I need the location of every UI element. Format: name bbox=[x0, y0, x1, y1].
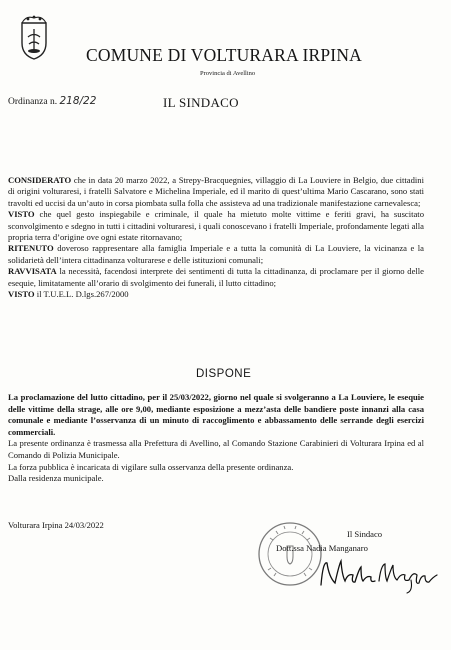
place-date: Volturara Irpina 24/03/2022 bbox=[8, 520, 104, 530]
recital-text: che quel gesto inspiegabile e criminale, il quale ha mietuto molte vittime e feriti gravi, ha suscitato sconvolgimento e sdegno in tutti i cittadini volturaresi, i quali conoscevano i fratelli Imperiale, profondamente legati alla propria terra d’origine ove ogni estate ritornavano; bbox=[8, 209, 424, 243]
recital-text: che in data 20 marzo 2022, a Strepy-Bracquegnies, villaggio di La Louviere in Belgio, due cittadini di origini volturaresi, i fratelli Salvatore e Michelina Imperiale, ed il marito di quest’ultima Mario Cascarano, sono stati travolti ed uccisi da un’auto in corsa piombata sulla folla che assisteva ad una tradizionale manifestazione carnevalesca; bbox=[8, 175, 424, 208]
mayor-title: Il Sindaco bbox=[347, 529, 383, 539]
office-title: IL SINDACO bbox=[163, 95, 239, 110]
recital-paragraph bbox=[8, 289, 424, 300]
decree-enforcement: La forza pubblica è incaricata di vigilare sulla osservanza della presente ordinanza. bbox=[8, 461, 294, 472]
decree-main: La proclamazione del lutto cittadino, per il 25/03/2022, giorno nel quale si svolgeranno a La Louviere, le esequie delle vittime della strage, alle ore 9,00, mediante esposizione a mezz’asta delle bandiere poste innanzi alla casa comunale e mediante l’osservanza di un minuto di raccoglimento e abbassamento delle serrande degli esercizi commerciali. bbox=[8, 392, 424, 437]
recital-text: il T.U.E.L. D.lgs.267/2000 bbox=[34, 289, 129, 300]
dispone-heading: DISPONE bbox=[196, 368, 252, 380]
recital-paragraph bbox=[8, 209, 424, 243]
recital-paragraph bbox=[8, 266, 424, 289]
decree-transmission: La presente ordinanza è trasmessa alla Prefettura di Avellino, al Comando Stazione Carabinieri di Volturara Irpina ed al Comando di Polizia Municipale. bbox=[8, 438, 424, 460]
recital-text: la necessità, facendosi interprete dei sentimenti di tutta la cittadinanza, di proclamare per il giorno delle esequie, limitatamente all’orario di svolgimento dei funerali, il lutto cittadino; bbox=[8, 266, 424, 288]
municipality-name: COMUNE DI VOLTURARA IRPINA bbox=[86, 45, 362, 65]
ordinance-label: Ordinanza n. bbox=[8, 97, 58, 107]
ordinance-number: 218/22 bbox=[59, 95, 97, 107]
recital-lead: CONSIDERATO bbox=[8, 175, 72, 185]
municipal-crest-icon bbox=[16, 13, 52, 61]
decree-body bbox=[8, 392, 424, 485]
recital-text: doveroso rappresentare alla famiglia Imperiale e a tutta la comunità di La Louviere, la vicinanza e la solidarietà dell’intera cittadinanza volturarese e delle istituzioni comunali; bbox=[8, 243, 424, 265]
recital-lead: VISTO bbox=[8, 289, 35, 300]
ordinance-number-line bbox=[8, 95, 96, 107]
recitals bbox=[8, 175, 424, 300]
mayor-name: Dott.ssa Nadia Manganaro bbox=[276, 543, 368, 553]
recital-lead: RITENUTO bbox=[8, 243, 54, 254]
province-name: Provincia di Avellino bbox=[200, 70, 256, 77]
recital-lead: VISTO bbox=[8, 209, 35, 220]
recital-paragraph bbox=[8, 175, 424, 209]
recital-paragraph bbox=[8, 243, 424, 266]
handwritten-signature bbox=[315, 555, 441, 595]
recital-lead: RAVVISATA bbox=[8, 266, 57, 277]
decree-residence: Dalla residenza municipale. bbox=[8, 473, 104, 484]
